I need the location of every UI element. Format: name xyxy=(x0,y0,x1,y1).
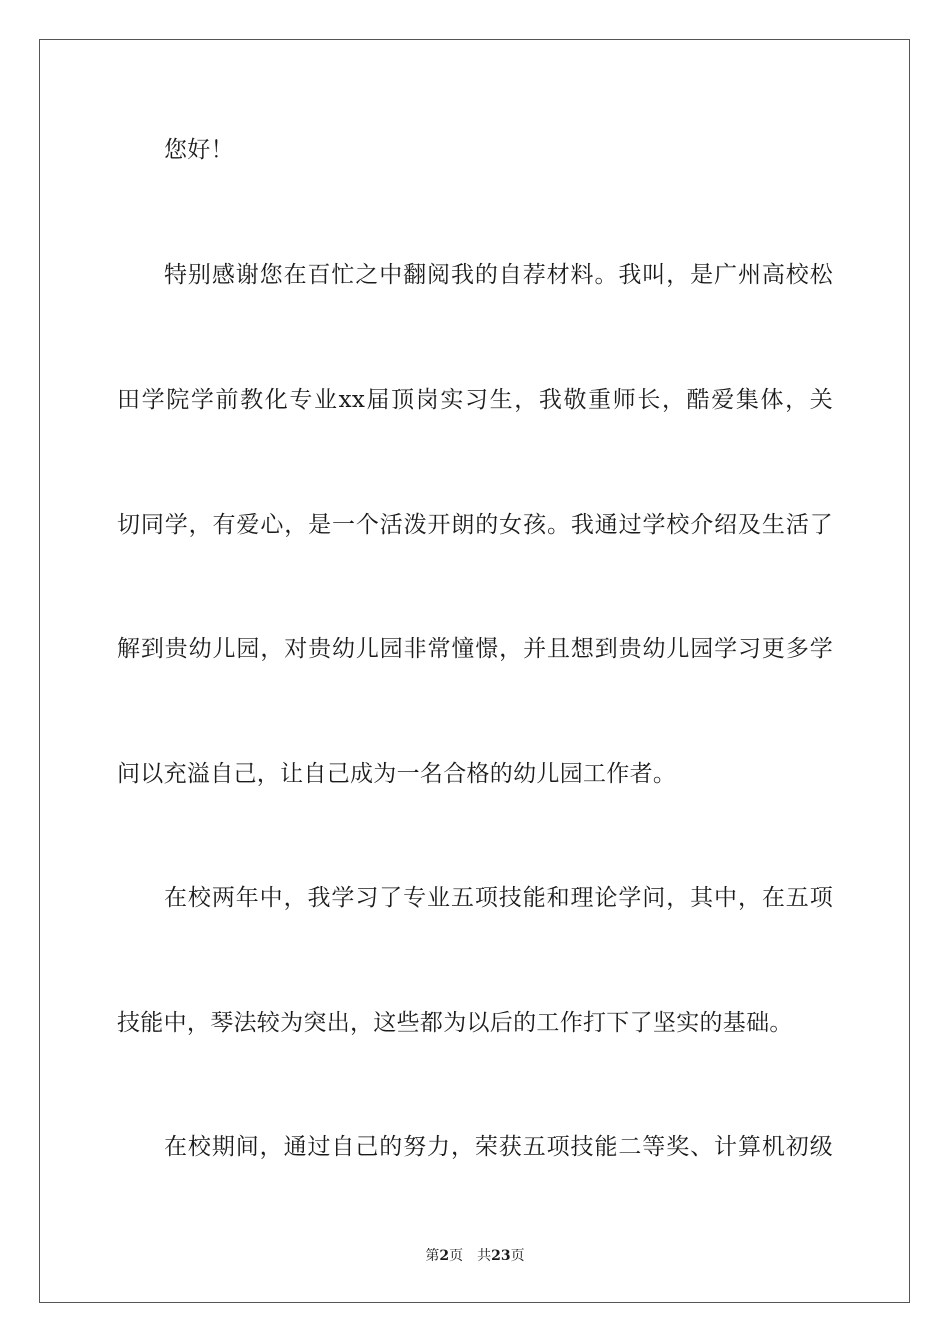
greeting-line: 您好！ xyxy=(164,137,234,163)
page-suffix: 页 xyxy=(449,1248,464,1264)
paragraph-1-line-1: 特别感谢您在百忙之中翻阅我的自荐材料。我叫，是广州高校松 xyxy=(164,262,833,288)
total-suffix: 页 xyxy=(510,1248,525,1264)
paragraph-2-line-2: 技能中，琴法较为突出，这些都为以后的工作打下了坚实的基础。 xyxy=(117,1010,793,1036)
page-footer xyxy=(0,1247,950,1265)
page-prefix: 第 xyxy=(425,1248,440,1264)
page-current: 2 xyxy=(439,1248,450,1264)
paragraph-2-line-1: 在校两年中，我学习了专业五项技能和理论学问，其中，在五项 xyxy=(164,885,833,911)
paragraph-1-line-3: 切同学，有爱心，是一个活泼开朗的女孩。我通过学校介绍及生活了 xyxy=(117,512,833,538)
paragraph-1-line-5: 问以充溢自己，让自己成为一名合格的幼儿园工作者。 xyxy=(117,761,677,787)
page-border xyxy=(39,39,910,1303)
paragraph-1-line-4: 解到贵幼儿园，对贵幼儿园非常憧憬，并且想到贵幼儿园学习更多学 xyxy=(117,636,833,662)
total-prefix: 共 xyxy=(477,1248,492,1264)
paragraph-1-line-2: 田学院学前教化专业xx届顶岗实习生，我敬重师长，酷爱集体，关 xyxy=(117,387,833,413)
paragraph-3-line-1: 在校期间，通过自己的努力，荣获五项技能二等奖、计算机初级 xyxy=(164,1134,833,1160)
page-total: 23 xyxy=(491,1248,511,1264)
